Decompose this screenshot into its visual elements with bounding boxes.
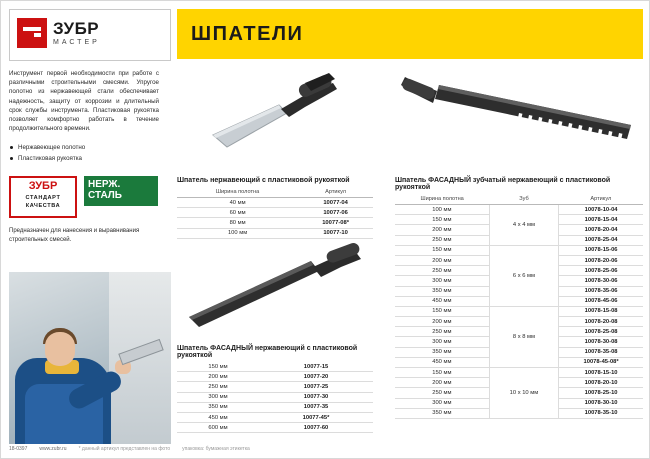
- cell-tooth: 8 х 8 мм: [489, 306, 558, 367]
- page-title: ШПАТЕЛИ: [191, 23, 304, 45]
- brand-name: ЗУБР: [53, 18, 100, 38]
- table-row: [395, 368, 643, 378]
- cell-width: 250 мм: [395, 266, 489, 276]
- brand-logo-box: [9, 9, 171, 61]
- cell-article: 10078-30-06: [559, 276, 643, 286]
- feature-list: [9, 142, 171, 164]
- cell-article: 10077-06: [298, 208, 373, 218]
- table-row: [395, 306, 643, 316]
- product-description: Инструмент первой необходимости при работе с различными строительными смесями. Упругое полотно из нержавеющей стали обеспечивает надежность, защиту от коррозии и длительный срок службы инструмента. Пластиковая рукоятка позволяет комфортно работать в течение продолжительного времени.: [9, 70, 159, 133]
- cell-width: 60 мм: [177, 208, 298, 218]
- list-item: Нержавеющее полотно: [9, 142, 171, 153]
- section-title: Шпатель ФАСАДНЫЙ зубчатый нержавеющий с пластиковой рукояткой: [395, 177, 611, 191]
- cell-article: 10077-15: [259, 362, 373, 372]
- cell-article: 10077-30: [259, 392, 373, 402]
- section-notched-facade-spatula: [395, 177, 643, 419]
- cell-article: 10078-35-08: [559, 347, 643, 357]
- application-photo: [9, 272, 171, 444]
- cell-article: 10077-35: [259, 402, 373, 412]
- cell-width: 200 мм: [395, 317, 489, 327]
- cell-article: 10077-20: [259, 372, 373, 382]
- cell-article: 10078-25-08: [559, 327, 643, 337]
- column-header-width: Ширина полотна: [395, 194, 489, 205]
- cell-width: 100 мм: [177, 228, 298, 238]
- cell-article: 10078-20-10: [559, 378, 643, 388]
- page-footer: [9, 446, 643, 452]
- cell-width: 250 мм: [395, 235, 489, 245]
- cell-article: 10077-25: [259, 382, 373, 392]
- cell-tooth: 10 х 10 мм: [489, 368, 558, 419]
- cell-width: 300 мм: [395, 337, 489, 347]
- cell-width: 150 мм: [395, 215, 489, 225]
- footer-note-package: упаковка: бумажная этикетка: [182, 446, 250, 452]
- table-row: [177, 372, 373, 382]
- badge-row: [9, 176, 171, 218]
- table-row: [177, 402, 373, 412]
- cell-article: 10078-45-08*: [559, 357, 643, 367]
- brand-sub: МАСТЕР: [53, 38, 100, 46]
- cell-article: 10078-10-04: [559, 205, 643, 215]
- table-row: [395, 245, 643, 255]
- cell-width: 450 мм: [177, 412, 259, 422]
- cell-article: 10078-15-08: [559, 306, 643, 316]
- cell-width: 150 мм: [395, 368, 489, 378]
- column-header-tooth: Зуб: [489, 194, 558, 205]
- cell-width: 150 мм: [177, 362, 259, 372]
- cell-article: 10077-45*: [259, 412, 373, 422]
- table-row: [177, 392, 373, 402]
- cell-tooth: 6 х 6 мм: [489, 245, 558, 306]
- cell-width: 250 мм: [177, 382, 259, 392]
- left-column: [9, 9, 171, 452]
- cell-width: 350 мм: [177, 402, 259, 412]
- cell-width: 200 мм: [395, 225, 489, 235]
- table-row: [177, 362, 373, 372]
- cell-article: 10078-35-10: [559, 408, 643, 418]
- cell-width: 350 мм: [395, 408, 489, 418]
- table-spatula-plastic-handle: [177, 187, 373, 239]
- section-facade-spatula: [177, 345, 373, 433]
- cell-article: 10078-25-10: [559, 388, 643, 398]
- cell-width: 40 мм: [177, 198, 298, 208]
- table-row: [177, 208, 373, 218]
- cell-article: 10078-20-04: [559, 225, 643, 235]
- cell-width: 450 мм: [395, 357, 489, 367]
- cell-width: 150 мм: [395, 306, 489, 316]
- quality-badge-line2: СТАНДАРТ: [25, 195, 61, 202]
- cell-width: 200 мм: [395, 378, 489, 388]
- cell-article: 10077-60: [259, 423, 373, 433]
- cell-article: 10078-20-06: [559, 255, 643, 265]
- cell-article: 10078-30-08: [559, 337, 643, 347]
- cell-article: 10078-15-04: [559, 215, 643, 225]
- cell-tooth: 4 х 4 мм: [489, 205, 558, 246]
- column-header-article: Артикул: [298, 187, 373, 198]
- steel-badge-line1: НЕРЖ.: [88, 179, 121, 191]
- section-title: Шпатель нержавеющий с пластиковой рукояткой: [177, 177, 350, 184]
- cell-article: 10078-35-06: [559, 286, 643, 296]
- zubr-logo-icon: [17, 18, 47, 48]
- cell-width: 350 мм: [395, 347, 489, 357]
- quality-badge-line3: КАЧЕСТВА: [25, 203, 61, 210]
- section-title: Шпатель ФАСАДНЫЙ нержавеющий с пластиковой рукояткой: [177, 345, 358, 359]
- cell-width: 250 мм: [395, 388, 489, 398]
- table-row: [177, 382, 373, 392]
- cell-article: 10078-25-06: [559, 266, 643, 276]
- table-row: [177, 412, 373, 422]
- product-image-notched-spatula: [399, 69, 643, 169]
- table-row: [177, 228, 373, 238]
- product-image-spatula-small: [201, 69, 351, 169]
- table-row: [177, 423, 373, 433]
- worker-illustration: [15, 324, 123, 444]
- cell-width: 600 мм: [177, 423, 259, 433]
- cell-width: 300 мм: [395, 398, 489, 408]
- column-header-article: Артикул: [559, 194, 643, 205]
- cell-article: 10078-15-10: [559, 368, 643, 378]
- cell-article: 10078-30-10: [559, 398, 643, 408]
- steel-badge-line2: СТАЛЬ: [88, 190, 122, 202]
- cell-width: 80 мм: [177, 218, 298, 228]
- table-facade-spatula: [177, 362, 373, 433]
- cell-width: 200 мм: [177, 372, 259, 382]
- table-row: [177, 218, 373, 228]
- cell-width: 250 мм: [395, 327, 489, 337]
- cell-article: 10077-10: [298, 228, 373, 238]
- cell-width: 350 мм: [395, 286, 489, 296]
- quality-badge-brand: ЗУБР: [28, 180, 58, 193]
- cell-width: 100 мм: [395, 205, 489, 215]
- column-header-width: Ширина полотна: [177, 187, 298, 198]
- table-row: [395, 205, 643, 215]
- cell-width: 200 мм: [395, 255, 489, 265]
- footer-site[interactable]: www.zubr.ru: [39, 446, 67, 452]
- table-header-row: [177, 187, 373, 198]
- cell-article: 10078-20-08: [559, 317, 643, 327]
- table-row: [177, 198, 373, 208]
- page-header: [177, 9, 643, 59]
- cell-width: 300 мм: [395, 276, 489, 286]
- cell-article: 10078-25-04: [559, 235, 643, 245]
- table-notched-facade-spatula: [395, 194, 643, 419]
- cell-width: 450 мм: [395, 296, 489, 306]
- footer-note-photo: * данный артикул представлен на фото: [78, 446, 171, 452]
- cell-article: 10077-04: [298, 198, 373, 208]
- stainless-steel-badge: [84, 176, 158, 206]
- quality-standard-badge: [9, 176, 77, 218]
- footer-code: 18-0397: [9, 446, 28, 452]
- cell-article: 10078-45-06: [559, 296, 643, 306]
- cell-article: 10078-15-06: [559, 245, 643, 255]
- cell-width: 150 мм: [395, 245, 489, 255]
- main-content: [177, 65, 643, 445]
- section-spatula-plastic-handle: [177, 177, 373, 239]
- usage-note: Предназначен для нанесения и выравнивания строительных смесей.: [9, 228, 140, 244]
- product-image-spatula-facade: [185, 243, 373, 339]
- cell-width: 300 мм: [177, 392, 259, 402]
- list-item: Пластиковая рукоятка: [9, 153, 171, 164]
- cell-article: 10077-08*: [298, 218, 373, 228]
- table-header-row: [395, 194, 643, 205]
